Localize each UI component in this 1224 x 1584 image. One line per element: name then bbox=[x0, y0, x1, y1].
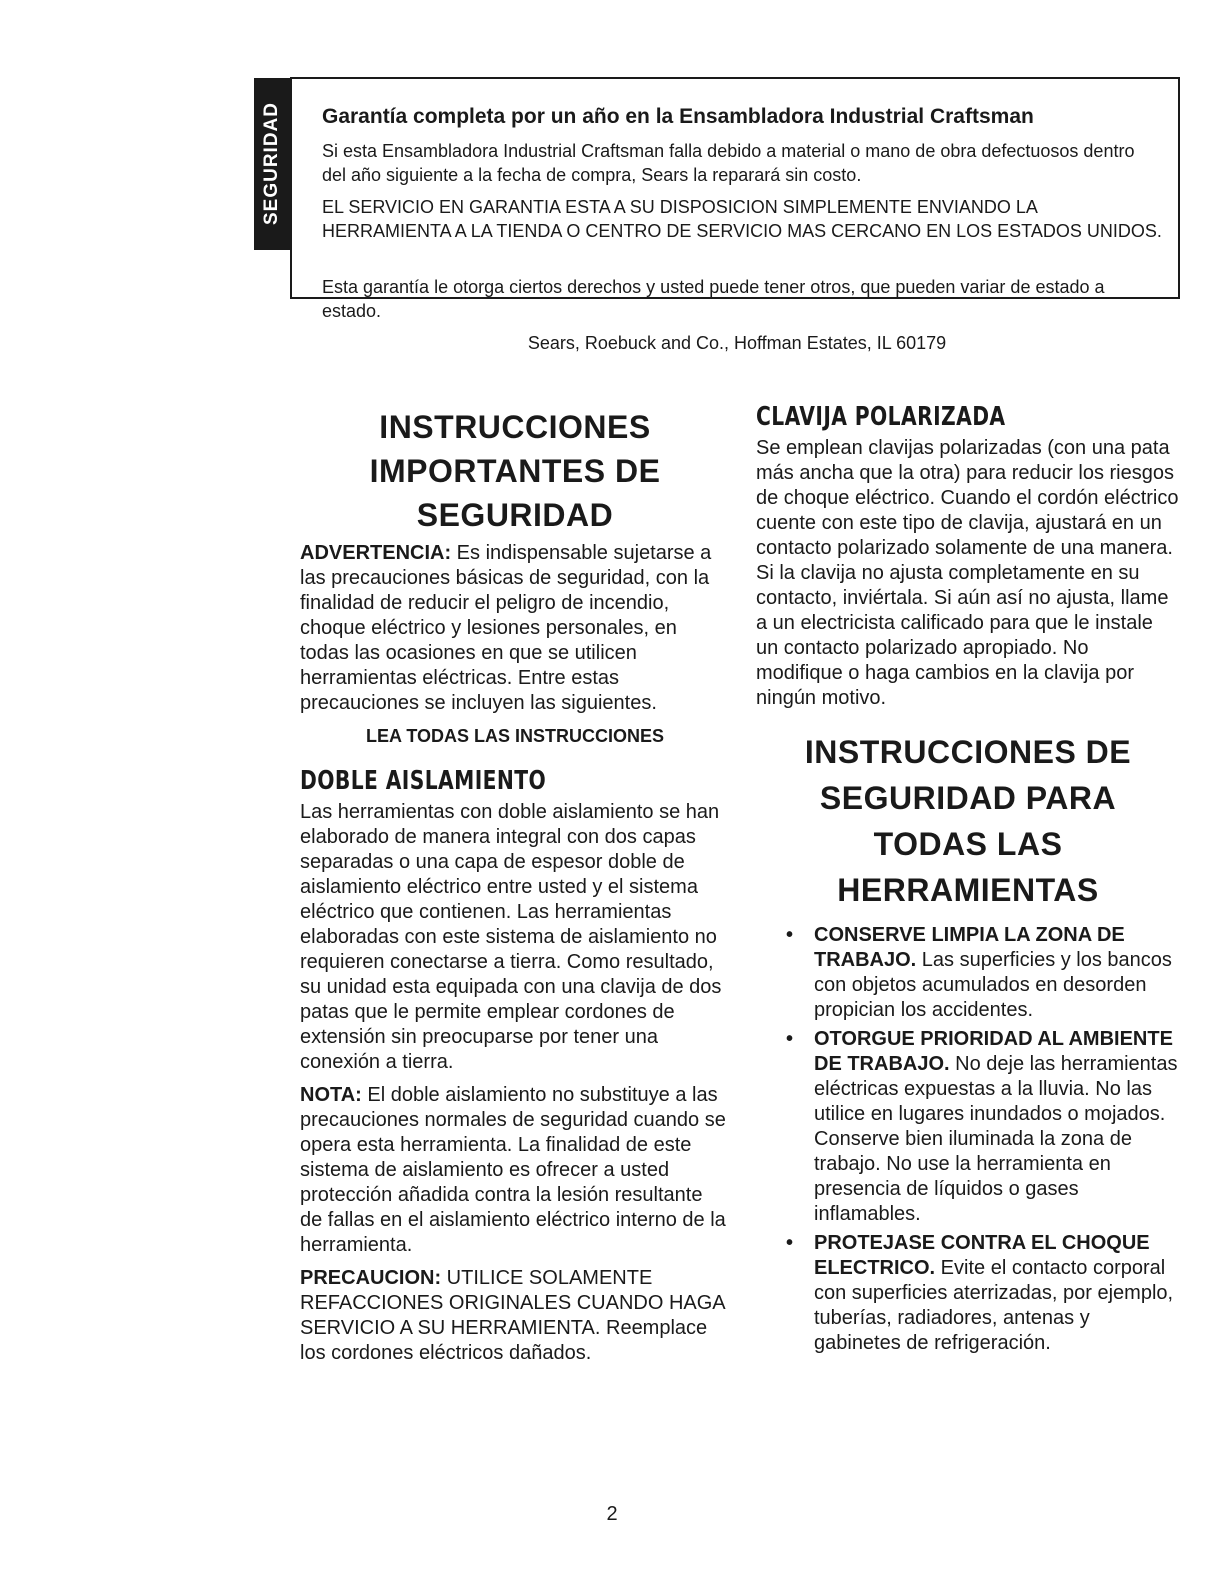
list-item bbox=[756, 1231, 1180, 1356]
bullet-text: Las superficies y los bancos con objetos acumulados en desorden propician los accidentes. bbox=[814, 949, 1172, 1021]
bullet-text: No deje las herramientas eléctricas expuestas a la lluvia. No las utilice en lugares inundados o mojados. Conserve bien iluminada la zona de trabajo. No use la herramienta en presencia de líquidos o gases inflamables. bbox=[814, 1053, 1178, 1225]
warranty-address: Sears, Roebuck and Co., Hoffman Estates, IL 60179 bbox=[527, 333, 947, 353]
bullet-text: Evite el contacto corporal con superficies aterrizadas, por ejemplo, tuberías, radiadores, antenas y gabinetes de refrigeración. bbox=[814, 1257, 1174, 1354]
all-tools-heading-line-2: SEGURIDAD PARA bbox=[819, 780, 1117, 816]
caution-paragraph bbox=[300, 1266, 730, 1366]
section-tab-label: SEGURIDAD bbox=[261, 102, 282, 226]
polarized-plug-heading: CLAVIJA POLARIZADA bbox=[756, 402, 1006, 432]
warranty-paragraph-3: Esta garantía le otorga ciertos derechos y usted puede tener otros, que pueden variar de estado a estado. bbox=[322, 277, 1105, 321]
page-number: 2 bbox=[606, 1503, 618, 1525]
warranty-paragraph-1: Si esta Ensambladora Industrial Craftsman falla debido a material o mano de obra defectuosos dentro del año siguiente a la fecha de compra, Sears la reparará sin costo. bbox=[322, 141, 1135, 185]
note-paragraph bbox=[300, 1083, 730, 1258]
all-tools-heading-line-1: INSTRUCCIONES DE bbox=[804, 734, 1132, 770]
bullet-lead: OTORGUE PRIORIDAD AL AMBIENTE DE TRABAJO. bbox=[814, 1028, 1173, 1075]
double-insulation-heading: DOBLE AISLAMIENTO bbox=[300, 766, 547, 796]
bullet-lead: CONSERVE LIMPIA LA ZONA DE TRABAJO. bbox=[814, 924, 1125, 971]
bullet-icon: • bbox=[786, 924, 794, 946]
right-column bbox=[756, 402, 1180, 1360]
polarized-plug-text: Se emplean clavijas polarizadas (con una pata más ancha que la otra) para reducir los riesgos de choque eléctrico. Cuando el cordón eléctrico cuente con este tipo de clavija, ajustará en un contacto polarizado solamente de una manera. Si la clavija no ajusta completamente en su contacto, inviértala. Si aún así no ajusta, llame a un electricista calificado para que le instale un contacto polarizado apropiado. No modifique o haga cambios en la clavija por ningún motivo. bbox=[756, 437, 1179, 709]
all-tools-heading-line-3: TODAS LAS bbox=[873, 826, 1063, 862]
note-label: NOTA: bbox=[300, 1084, 362, 1106]
note-text: El doble aislamiento no substituye a las precauciones normales de seguridad cuando se opera esta herramienta. La finalidad de este sistema de aislamiento es ofrecer a usted protección añadida contra la lesión resultante de fallas en el aislamiento eléctrico interno de la herramienta. bbox=[300, 1084, 726, 1256]
safety-heading bbox=[300, 405, 730, 537]
list-item bbox=[756, 923, 1180, 1023]
warning-label: ADVERTENCIA: bbox=[300, 542, 452, 564]
section-tab-seguridad bbox=[254, 78, 290, 250]
warning-text: Es indispensable sujetarse a las precauciones básicas de seguridad, con la finalidad de reducir el peligro de incendio, choque eléctrico y lesiones personales, en todas las ocasiones en que se utilicen herramientas eléctricas. Entre estas precauciones se incluyen las siguientes. bbox=[300, 542, 712, 714]
all-tools-heading bbox=[756, 729, 1180, 913]
left-column bbox=[300, 405, 730, 1366]
caution-label: PRECAUCION: bbox=[300, 1267, 442, 1289]
warranty-title: Garantía completa por un año en la Ensambladora Industrial Craftsman bbox=[322, 105, 1034, 128]
safety-heading-line-1: INSTRUCCIONES bbox=[379, 409, 651, 445]
safety-heading-line-3: SEGURIDAD bbox=[416, 497, 614, 533]
caution-text: UTILICE SOLAMENTE REFACCIONES ORIGINALES CUANDO HAGA SERVICIO A SU HERRAMIENTA. Reemplace los cordones eléctricos dañados. bbox=[300, 1267, 725, 1364]
all-tools-heading-line-4: HERRAMIENTAS bbox=[837, 872, 1099, 908]
bullet-icon: • bbox=[786, 1028, 794, 1050]
read-all-instructions: LEA TODAS LAS INSTRUCCIONES bbox=[365, 726, 665, 746]
warranty-box bbox=[290, 77, 1180, 353]
safety-heading-line-2: IMPORTANTES DE bbox=[369, 453, 661, 489]
safety-bullet-list bbox=[756, 923, 1180, 1356]
bullet-icon: • bbox=[786, 1232, 794, 1254]
double-insulation-text: Las herramientas con doble aislamiento se han elaborado de manera integral con dos capas separadas o una capa de espesor doble de aislamiento eléctrico entre usted y el sistema eléctrico que contienen. Las herramientas elaboradas con este sistema de aislamiento no requieren conectarse a tierra. Como resultado, su unidad esta equipada con una clavija de dos patas que le permite emplear cordones de extensión sin preocuparse por tener una conexión a tierra. bbox=[300, 801, 722, 1073]
warranty-paragraph-2: EL SERVICIO EN GARANTIA ESTA A SU DISPOSICION SIMPLEMENTE ENVIANDO LA HERRAMIENTA A LA TIENDA O CENTRO DE SERVICIO MAS CERCANO EN LOS ESTADOS UNIDOS. bbox=[322, 197, 1162, 241]
list-item bbox=[756, 1027, 1180, 1227]
warning-paragraph bbox=[300, 541, 730, 716]
bullet-lead: PROTEJASE CONTRA EL CHOQUE ELECTRICO. bbox=[814, 1232, 1150, 1279]
